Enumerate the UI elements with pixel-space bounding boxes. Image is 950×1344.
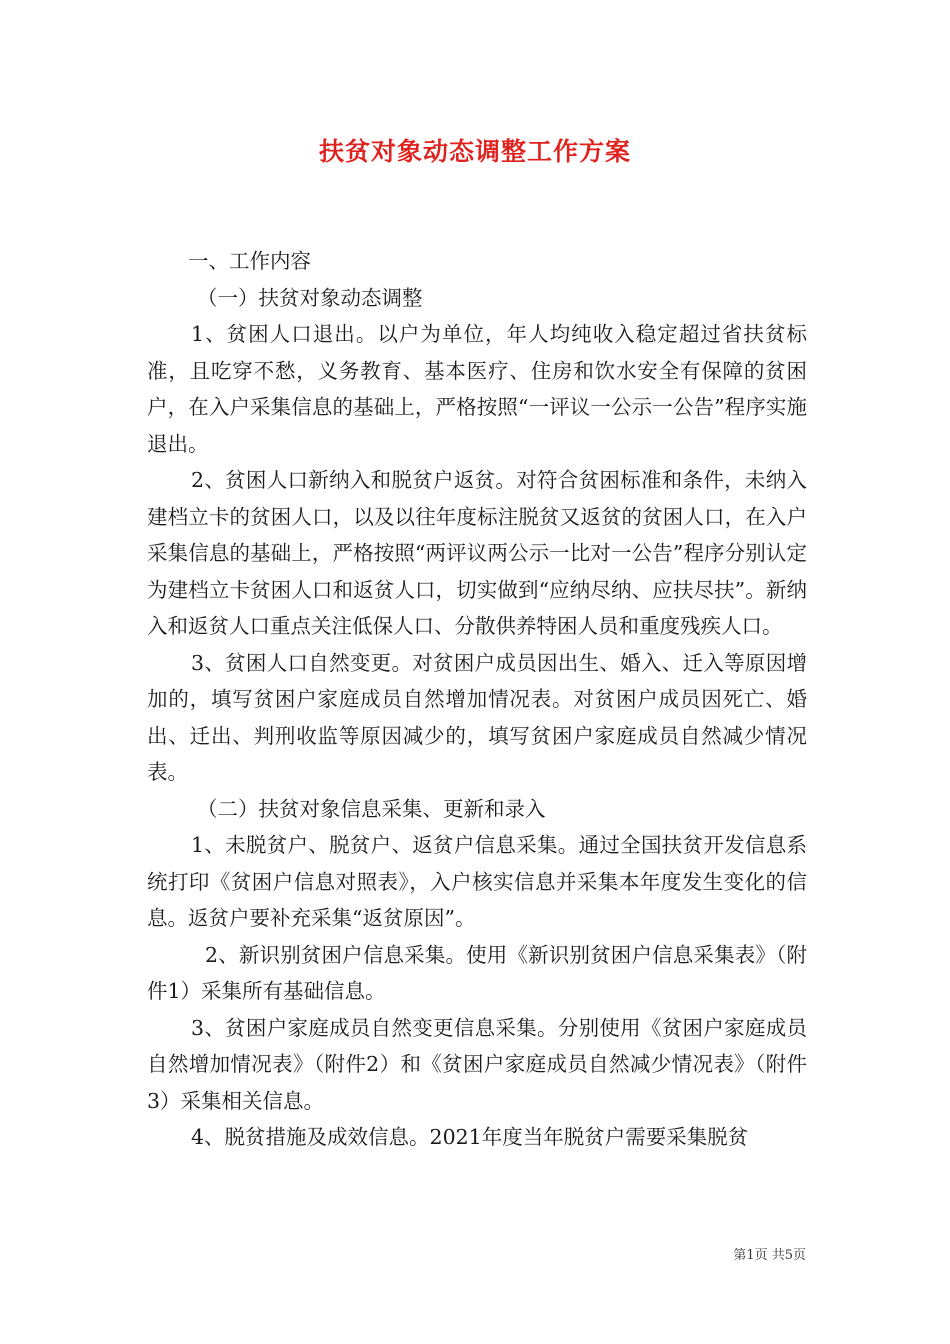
paragraph-info-collection-existing: 1、未脱贫户、脱贫户、返贫户信息采集。通过全国扶贫开发信息系统打印《贫困户信息对照表》，入户核实信息并采集本年度发生变化的信息。返贫户要补充采集“返贫原因”。 [147, 833, 807, 930]
document-body [147, 243, 807, 1156]
paragraph-measures-results: 4、脱贫措施及成效信息。2021年度当年脱贫户需要采集脱贫 [191, 1125, 749, 1149]
page-number: 第1页 共5页 [733, 1248, 806, 1263]
paragraph-info-collection-new: 2、新识别贫困户信息采集。使用《新识别贫困户信息采集表》（附件1）采集所有基础信息。 [147, 942, 807, 1003]
paragraph-exit: 1、贫困人口退出。以户为单位，年人均纯收入稳定超过省扶贫标准，且吃穿不愁，义务教育、基本医疗、住房和饮水安全有保障的贫困户，在入户采集信息的基础上，严格按照“一评议一公示一公告”程序实施退出。 [147, 322, 807, 456]
section-heading-work-content: 一、工作内容 [188, 249, 311, 273]
document-title: 扶贫对象动态调整工作方案 [318, 137, 631, 166]
subsection-heading-info-collection: （二）扶贫对象信息采集、更新和录入 [197, 796, 546, 821]
paragraph-new-inclusion: 2、贫困人口新纳入和脱贫户返贫。对符合贫困标准和条件，未纳入建档立卡的贫困人口，以及以往年度标注脱贫又返贫的贫困人口，在入户采集信息的基础上，严格按照“两评议两公示一比对一公告”程序分别认定为建档立卡贫困人口和返贫人口，切实做到“应纳尽纳、应扶尽扶”。新纳入和返贫人口重点关注低保人口、分散供养特困人员和重度残疾人口。 [147, 468, 807, 638]
paragraph-natural-change: 3、贫困人口自然变更。对贫困户成员因出生、婚入、迁入等原因增加的，填写贫困户家庭成员自然增加情况表。对贫困户成员因死亡、婚出、迁出、判刑收监等原因减少的，填写贫困户家庭成员自然减少情况表。 [147, 650, 807, 784]
subsection-heading-dynamic-adjustment: （一）扶贫对象动态调整 [197, 285, 423, 310]
paragraph-member-change-collection: 3、贫困户家庭成员自然变更信息采集。分别使用《贫困户家庭成员自然增加情况表》（附件2）和《贫困户家庭成员自然减少情况表》（附件3）采集相关信息。 [147, 1015, 807, 1113]
